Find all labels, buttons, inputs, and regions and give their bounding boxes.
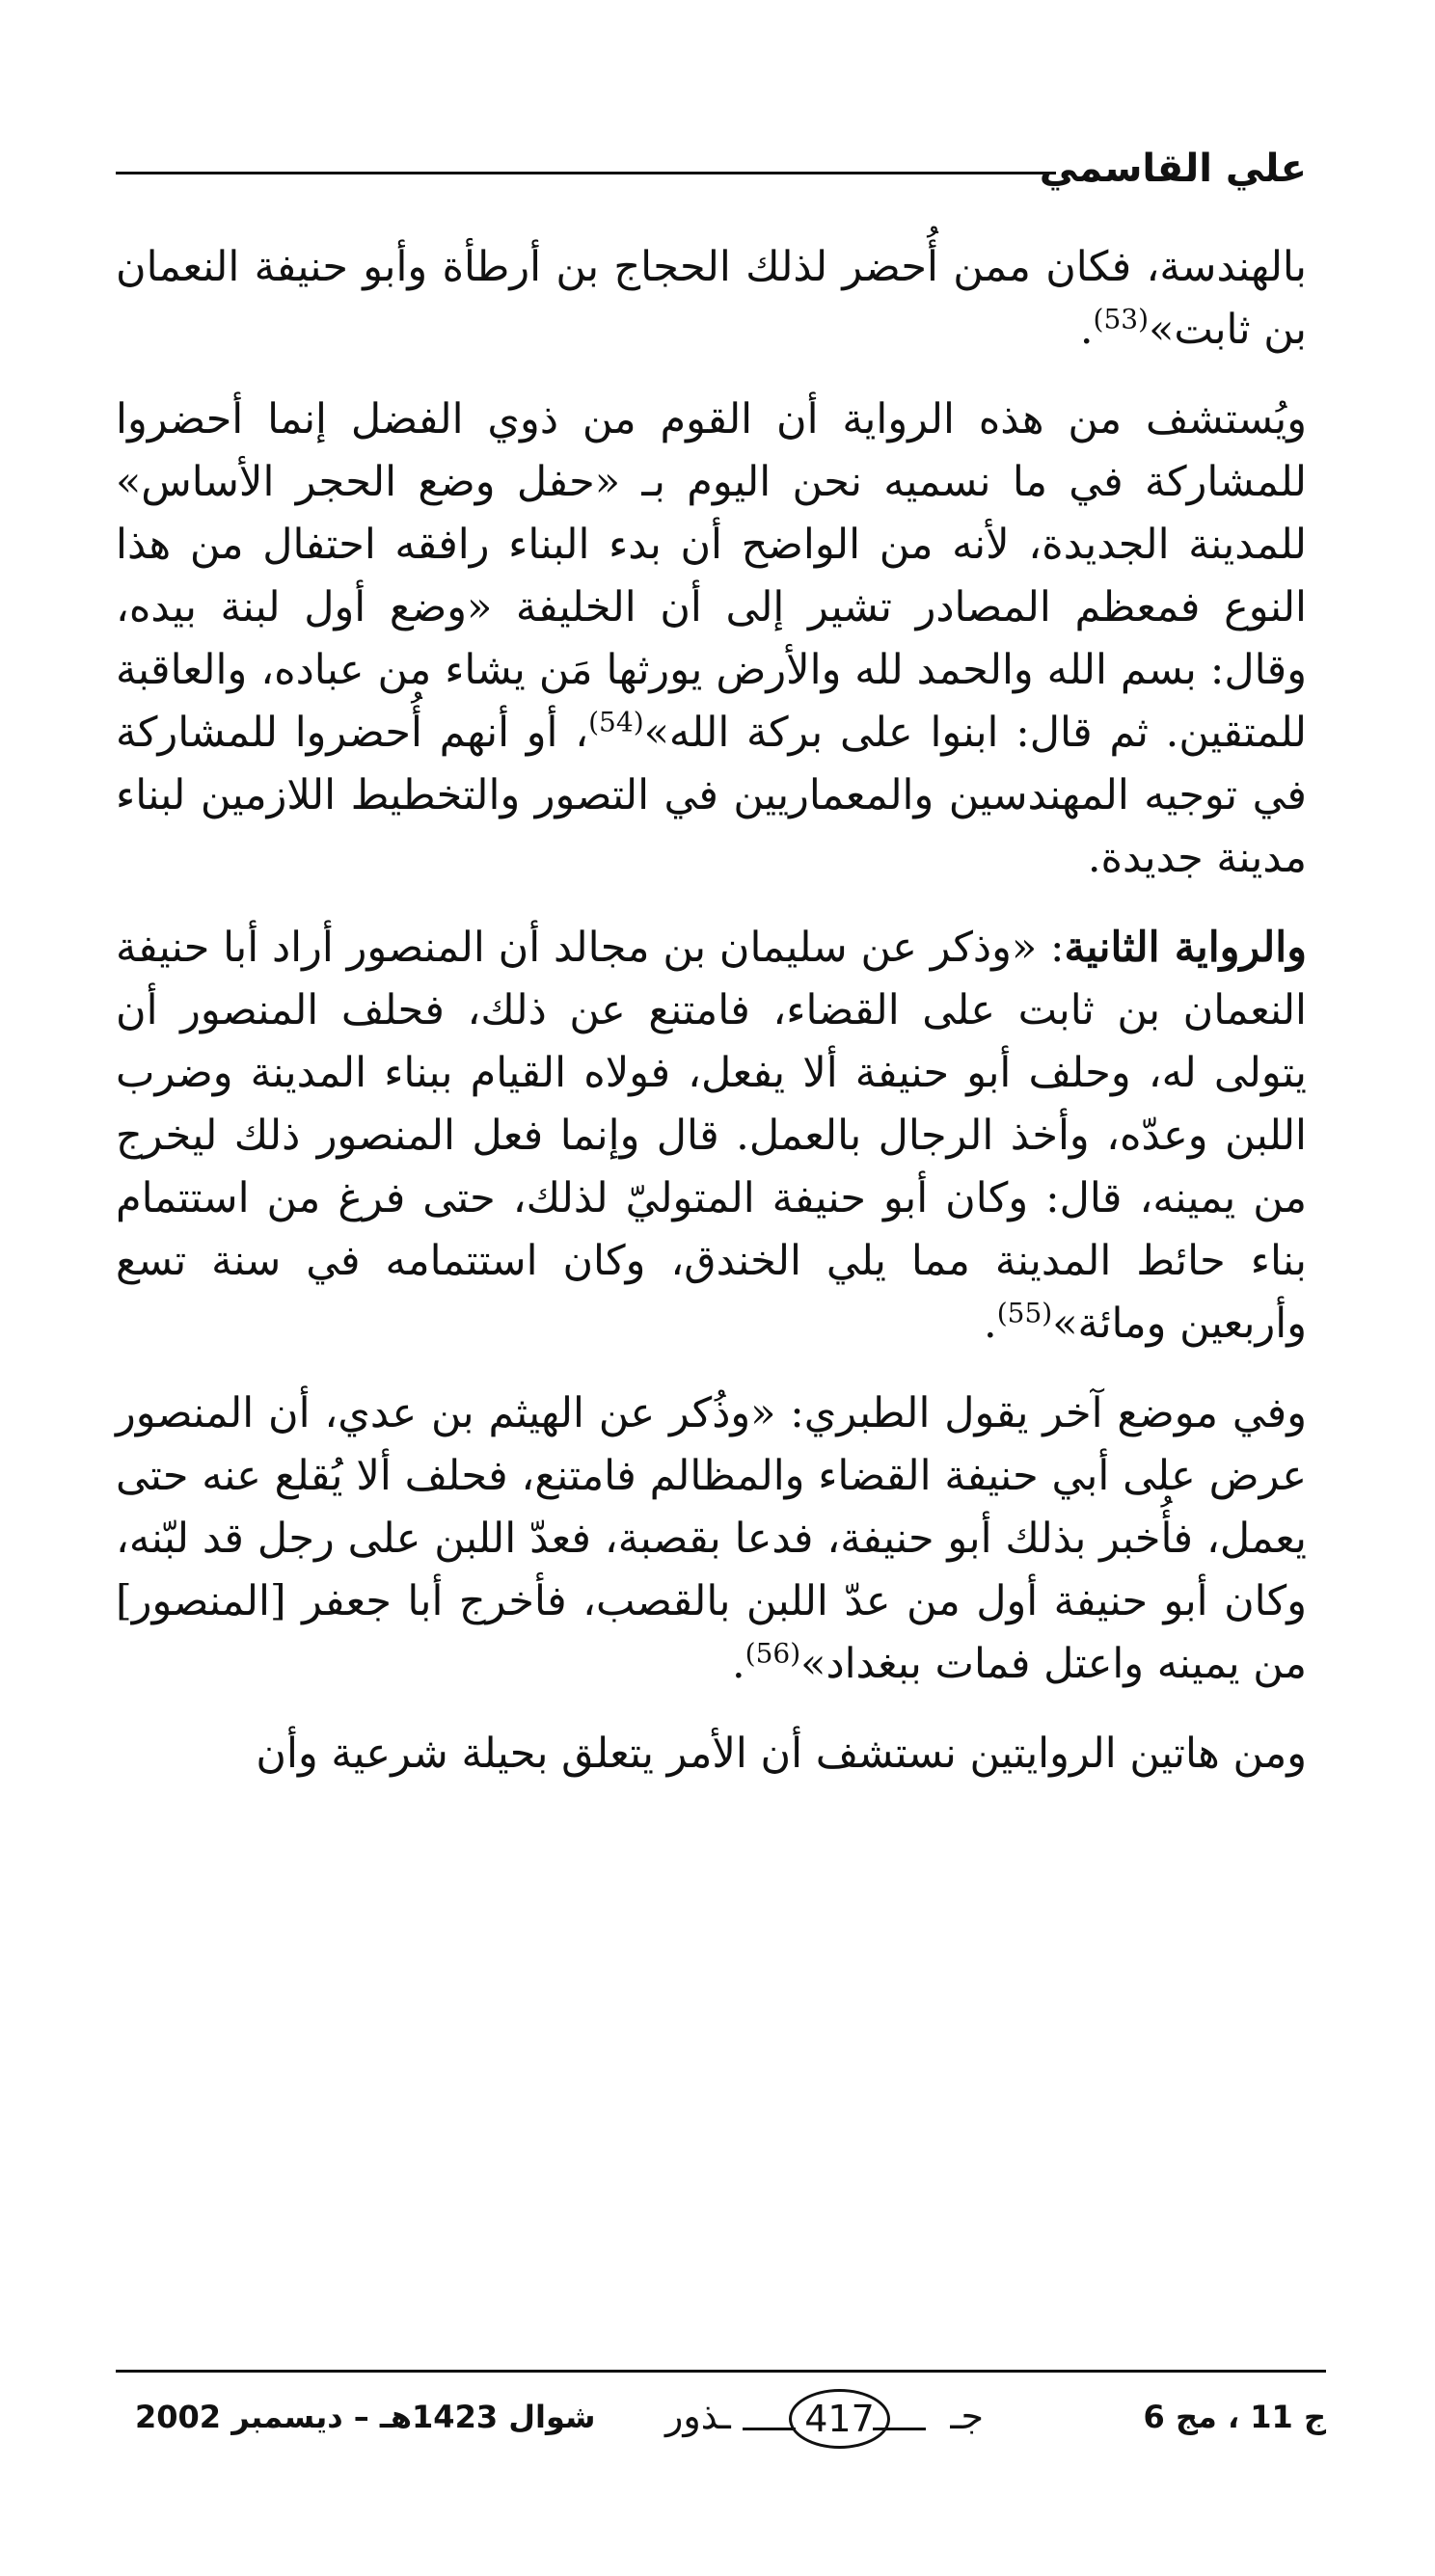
- paragraph-4-text: وفي موضع آخر يقول الطبري: «وذُكر عن الهيثم بن عدي، أن المنصور عرض على أبي حنيفة القضاء والمظالم فامتنع، فحلف ألا يُقلع عنه حتى يعمل، فأُخبر بذلك أبو حنيفة، فدعا بقصبة، فعدّ اللبن على رجل قد لبّنه، وكان أبو حنيفة أول من عدّ اللبن بالقصب، فأخرج أبا جعفر [المنصور] من يمينه واعتل فمات ببغداد»: [116, 1389, 1307, 1688]
- issue-volume: ج 11 ، مج 6: [1143, 2399, 1326, 2435]
- running-header: [116, 140, 1307, 198]
- journal-word-left: ـذور: [665, 2395, 731, 2437]
- journal-mark: [665, 2389, 984, 2456]
- author-name: علي القاسمي: [1039, 147, 1307, 191]
- footnote-ref-56[interactable]: (56): [745, 1637, 801, 1670]
- paragraph-1-text: بالهندسة، فكان ممن أُحضر لذلك الحجاج بن أرطأة وأبو حنيفة النعمان بن ثابت»: [116, 243, 1307, 354]
- paragraph-5-text: ومن هاتين الروايتين نستشف أن الأمر يتعلق بحيلة شرعية وأن: [256, 1730, 1307, 1778]
- journal-word-right: جـ: [950, 2395, 984, 2437]
- paragraph-3-end: .: [984, 1300, 997, 1348]
- page-footer: [116, 2389, 1326, 2466]
- paragraph-2-text-b: ، أو أنهم أُحضروا للمشاركة في توجيه المهندسين والمعماريين في التصور والتخطيط اللازمين لبناء مدينة جديدة.: [116, 709, 1307, 882]
- paragraph-4: [116, 1382, 1307, 1696]
- paragraph-1-end: .: [1079, 306, 1094, 354]
- paragraph-1: [116, 236, 1307, 362]
- paragraph-3: [116, 917, 1307, 1355]
- footnote-ref-53[interactable]: (53): [1093, 303, 1150, 335]
- paragraph-2: [116, 389, 1307, 890]
- article-body: [116, 236, 1307, 1812]
- footnote-ref-55[interactable]: (55): [996, 1297, 1053, 1329]
- header-rule: [116, 172, 1056, 174]
- paragraph-3-lead: والرواية الثانية: [1064, 924, 1307, 972]
- paragraph-3-text: : «وذكر عن سليمان بن مجالد أن المنصور أراد أبا حنيفة النعمان بن ثابت على القضاء، فامتنع عن ذلك، فحلف المنصور أن يتولى له، وحلف أبو حنيفة ألا يفعل، فولاه القيام ببناء المدينة وضرب اللبن وعدّه، وأخذ الرجال بالعمل. قال وإنما فعل المنصور ذلك ليخرج من يمينه، قال: وكان أبو حنيفة المتوليّ لذلك، حتى فرغ من استتمام بناء حائط المدينة مما يلي الخندق، وكان استتمامه في سنة تسع وأربعين ومائة»: [116, 924, 1307, 1348]
- paragraph-2-text-a: ويُستشف من هذه الرواية أن القوم من ذوي الفضل إنما أحضروا للمشاركة في ما نسميه نحن اليوم بـ «حفل وضع الحجر الأساس» للمدينة الجديدة، لأنه من الواضح أن بدء البناء رافقه احتفال من هذا النوع فمعظم المصادر تشير إلى أن الخليفة «وضع أول لبنة بيده، وقال: بسم الله والحمد لله والأرض يورثها مَن يشاء من عباده، والعاقبة للمتقين. ثم قال: ابنوا على بركة الله»: [116, 395, 1307, 757]
- paragraph-4-end: .: [731, 1640, 745, 1688]
- page-number: 417: [789, 2389, 890, 2449]
- footnote-ref-54[interactable]: (54): [588, 706, 644, 738]
- journal-line-right: [873, 2428, 926, 2430]
- paragraph-5: [116, 1723, 1307, 1785]
- journal-line-left: [743, 2428, 796, 2430]
- footer-rule: [116, 2370, 1326, 2373]
- issue-date: شوال 1423هـ – ديسمبر 2002: [135, 2399, 596, 2435]
